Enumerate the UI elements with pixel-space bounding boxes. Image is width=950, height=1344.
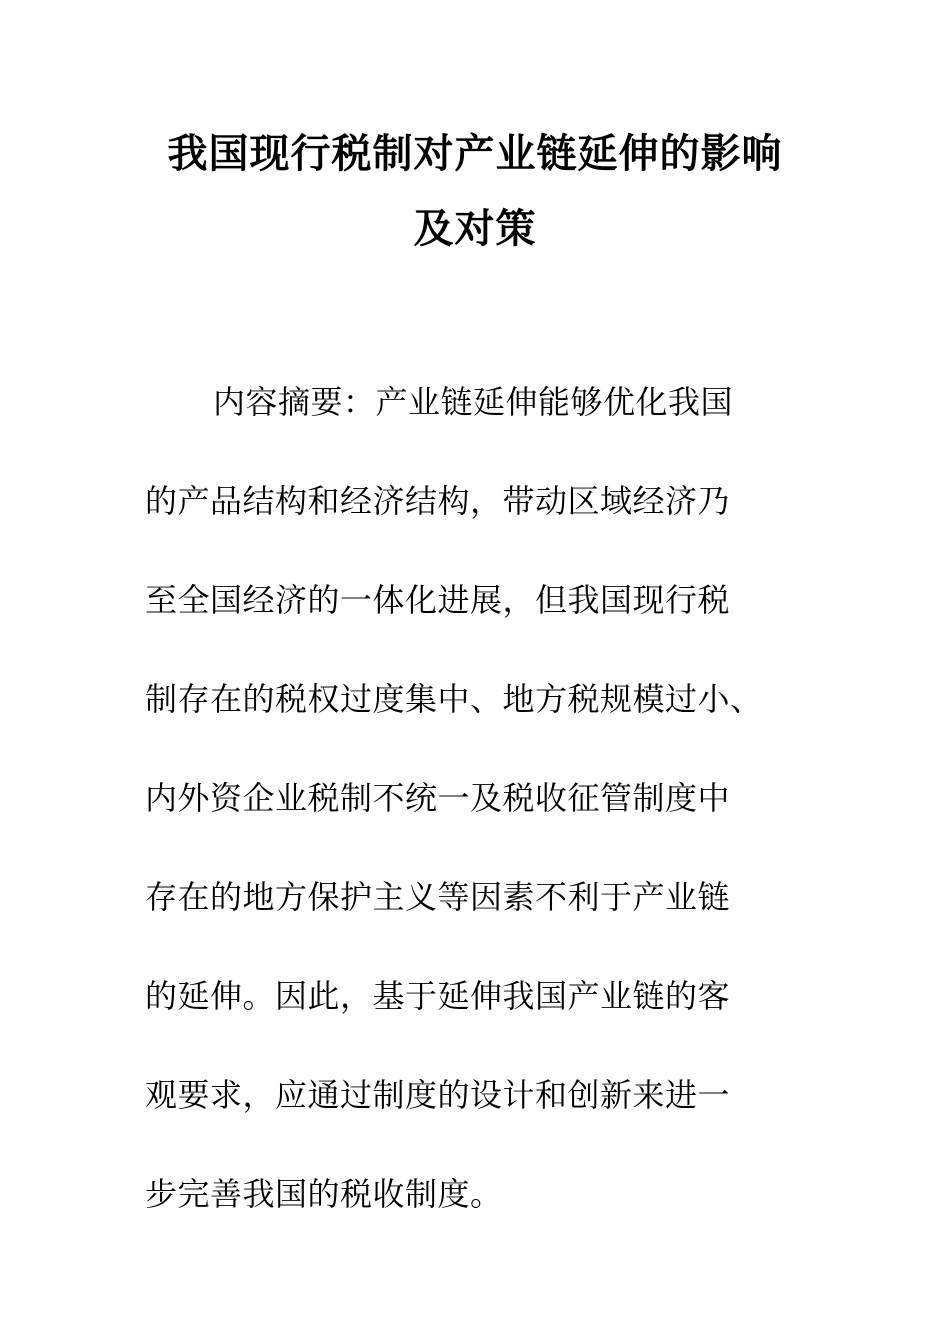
document-title-line-1: 我国现行税制对产业链延伸的影响: [167, 131, 783, 177]
abstract-line-8: 观要求，应通过制度的设计和创新来进一: [145, 1076, 731, 1114]
abstract-line-3: 至全国经济的一体化进展，但我国现行税: [145, 581, 731, 619]
abstract-line-4: 制存在的税权过度集中、地方税规模过小、: [145, 680, 763, 718]
abstract-line-7: 的延伸。因此，基于延伸我国产业链的客: [145, 977, 731, 1015]
abstract-line-6: 存在的地方保护主义等因素不利于产业链: [145, 878, 731, 916]
document-title-line-2: 及对策: [413, 206, 537, 252]
abstract-line-2: 的产品结构和经济结构，带动区域经济乃: [145, 482, 731, 520]
abstract-line-5: 内外资企业税制不统一及税收征管制度中: [145, 779, 731, 817]
abstract-line-9: 步完善我国的税收制度。: [145, 1175, 503, 1213]
abstract-line-1: 内容摘要：产业链延伸能够优化我国: [213, 383, 734, 421]
